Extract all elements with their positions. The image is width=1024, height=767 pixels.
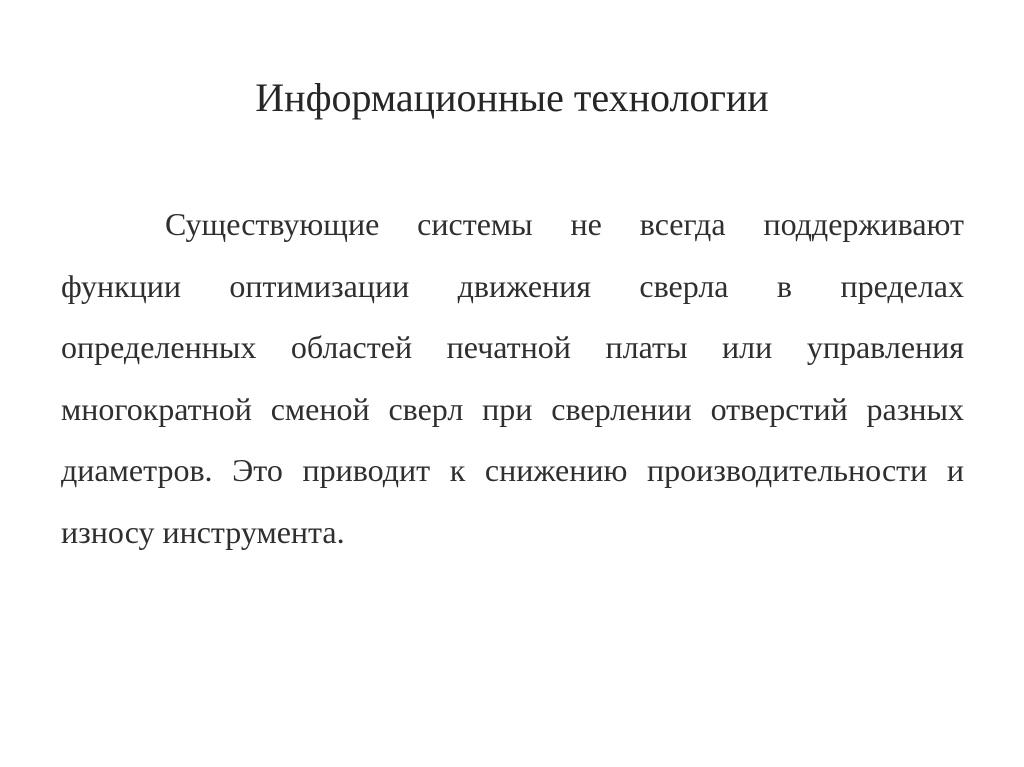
paragraph-line: функции оптимизации движения сверла в пределах (61, 267, 964, 304)
paragraph-line: Существующие системы не всегда поддерживают (165, 206, 964, 242)
body-paragraph (61, 194, 964, 563)
paragraph-line: диаметров. Это приводит к снижению производительности и (61, 452, 964, 488)
paragraph-line: износу инструмента. (61, 513, 345, 550)
paragraph-line: определенных областей печатной платы или управления (61, 329, 964, 365)
slide-title: Информационные технологии (255, 75, 769, 120)
paragraph-line: многократной сменой сверл при сверлении отверстий разных (61, 390, 964, 427)
